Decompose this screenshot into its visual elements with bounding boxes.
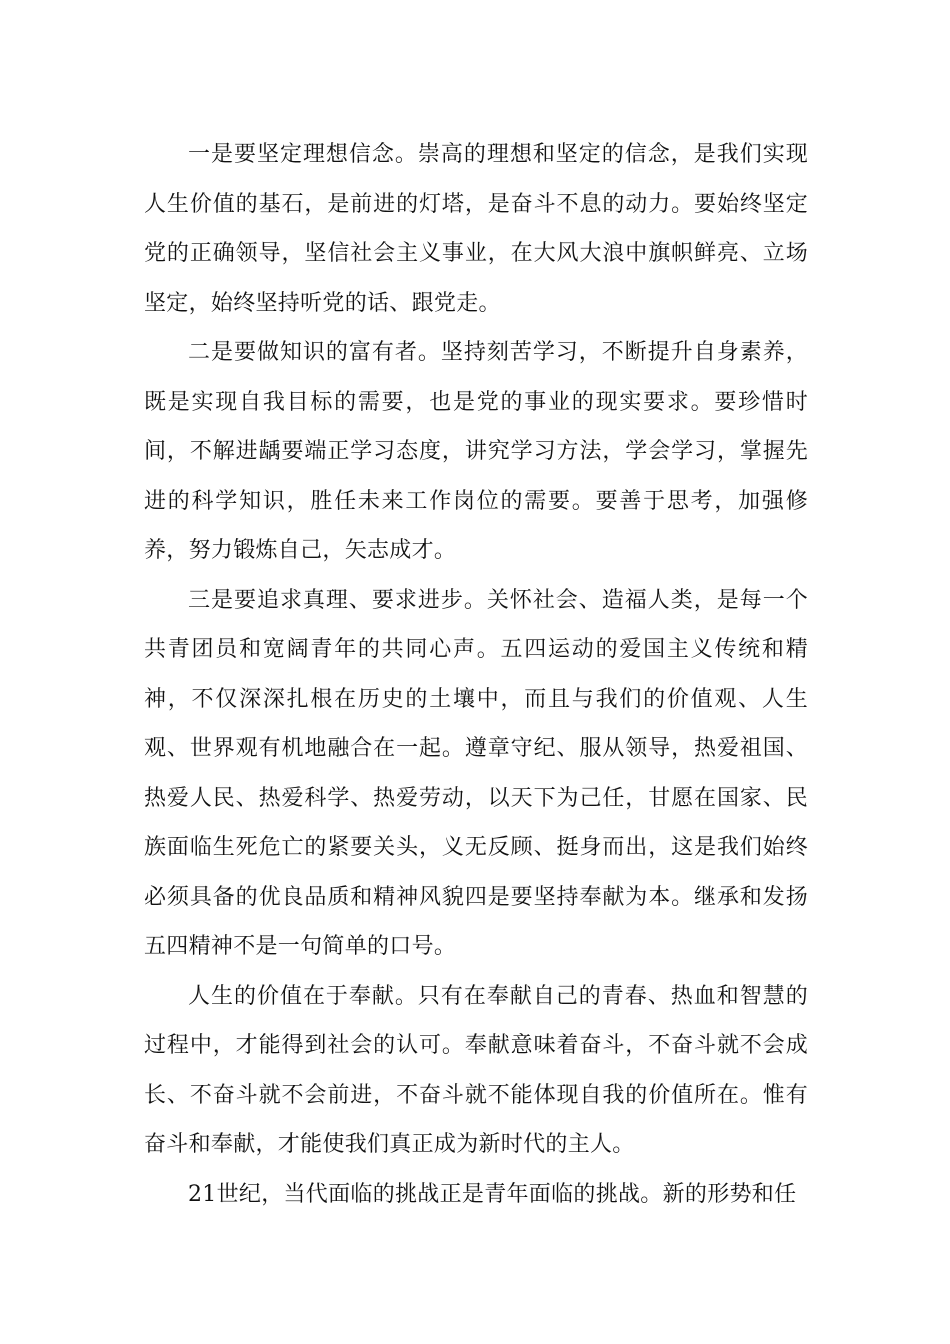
paragraph-truth-progress: 三是要追求真理、要求进步。关怀社会、造福人类，是每一个共青团员和宽阔青年的共同心声。五四运动的爱国主义传统和精神，不仅深深扎根在历史的土壤中，而且与我们的价值观、人生观、世界观有机地融合在一起。遵章守纪、服从领导，热爱祖国、热爱人民、热爱科学、热爱劳动，以天下为己任，甘愿在国家、民族面临生死危亡的紧要关头，义无反顾、挺身而出，这是我们始终必须具备的优良品质和精神风貌四是要坚持奉献为本。继承和发扬五四精神不是一句简单的口号。 (144, 587, 808, 959)
paragraph-knowledge: 二是要做知识的富有者。坚持刻苦学习，不断提升自身素养，既是实现自我目标的需要，也是党的事业的现实要求。要珍惜时间，不解进龋要端正学习态度，讲究学习方法，学会学习，掌握先进的科学知识，胜任未来工作岗位的需要。要善于思考，加强修养，努力锻炼自己，矢志成才。 (144, 340, 808, 563)
document-page (144, 130, 808, 1320)
paragraph-21st-century: 21世纪，当代面临的挑战正是青年面临的挑战。新的形势和任 (188, 1181, 797, 1207)
paragraph-ideals-beliefs: 一是要坚定理想信念。崇高的理想和坚定的信念，是我们实现人生价值的基石，是前进的灯塔，是奋斗不息的动力。要始终坚定党的正确领导，坚信社会主义事业，在大风大浪中旗帜鲜亮、立场坚定，始终坚持听党的话、跟党走。 (144, 142, 808, 316)
paragraph-dedication: 人生的价值在于奉献。只有在奉献自己的青春、热血和智慧的过程中，才能得到社会的认可。奉献意味着奋斗，不奋斗就不会成长、不奋斗就不会前进，不奋斗就不能体现自我的价值所在。惟有奋斗和奉献，才能使我们真正成为新时代的主人。 (144, 983, 808, 1157)
